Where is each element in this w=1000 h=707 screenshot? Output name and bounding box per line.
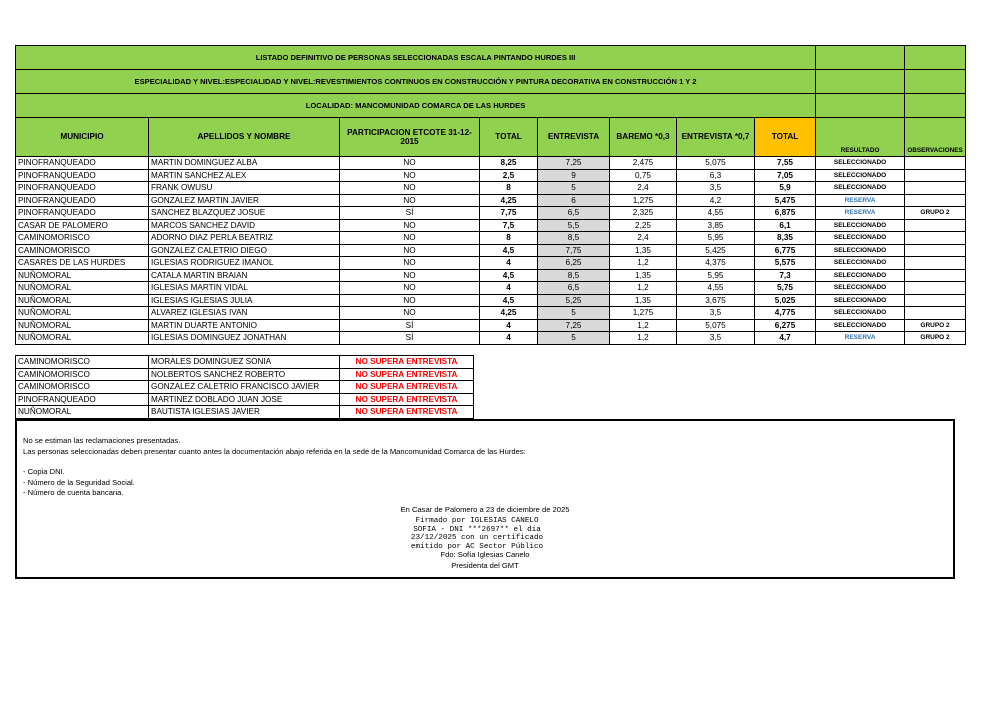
col-apellidos: APELLIDOS Y NOMBRE [149, 118, 340, 157]
cell-observaciones [905, 294, 966, 307]
table-row [16, 269, 966, 282]
cell-entrevista-07: 5,075 [677, 157, 755, 170]
cell-estado: NO SUPERA ENTREVISTA [340, 381, 474, 394]
cell-observaciones [905, 282, 966, 295]
cell-entrevista: 6,5 [538, 282, 610, 295]
locality-heading: LOCALIDAD: MANCOMUNIDAD COMARCA DE LAS HURDES [16, 94, 816, 118]
table-row [16, 232, 966, 245]
cell-municipio: PINOFRANQUEADO [16, 393, 149, 406]
digital-signature: Firmado por IGLESIAS CANELO SOFIA - DNI ***2697** el día 23/12/2025 con un certificado emitido por AC Sector Público [410, 517, 544, 551]
excluded-row [16, 406, 474, 419]
cell-entrevista: 5 [538, 332, 610, 345]
cell-baremo: 1,35 [610, 269, 677, 282]
cell-nombre: IGLESIAS DOMINGUEZ JONATHAN [149, 332, 340, 345]
table-row [16, 282, 966, 295]
excluded-row [16, 381, 474, 394]
cell-total-final: 7,05 [755, 169, 816, 182]
cell-nombre: SANCHEZ BLAZQUEZ JOSUE [149, 207, 340, 220]
cell-entrevista-07: 4,2 [677, 194, 755, 207]
cell-total: 8,25 [480, 157, 538, 170]
cell-resultado: RESERVA [816, 207, 905, 220]
cell-resultado: SELECCIONADO [816, 257, 905, 270]
cell-resultado: SELECCIONADO [816, 294, 905, 307]
cell-municipio: NUÑOMORAL [16, 319, 149, 332]
cell-entrevista-07: 5,95 [677, 269, 755, 282]
cell-estado: NO SUPERA ENTREVISTA [340, 406, 474, 419]
cell-nombre: IGLESIAS RODRIGUEZ IMANOL [149, 257, 340, 270]
table-row [16, 257, 966, 270]
cell-participacion: NO [340, 244, 480, 257]
cell-participacion: NO [340, 269, 480, 282]
cell-resultado: SELECCIONADO [816, 282, 905, 295]
cell-municipio: PINOFRANQUEADO [16, 194, 149, 207]
cell-observaciones [905, 182, 966, 195]
col-baremo: BAREMO *0,3 [610, 118, 677, 157]
cell-municipio: CASAR DE PALOMERO [16, 219, 149, 232]
cell-nombre: IGLESIAS IGLESIAS JULIA [149, 294, 340, 307]
cell-total: 4 [480, 282, 538, 295]
cell-observaciones: GRUPO 2 [905, 207, 966, 220]
cell-baremo: 2,475 [610, 157, 677, 170]
cell-observaciones [905, 157, 966, 170]
cell-total-final: 6,1 [755, 219, 816, 232]
cell-estado: NO SUPERA ENTREVISTA [340, 368, 474, 381]
cell-total-final: 7,3 [755, 269, 816, 282]
cell-participacion: SÍ [340, 332, 480, 345]
cell-resultado: RESERVA [816, 332, 905, 345]
cell-total: 4 [480, 319, 538, 332]
cell-observaciones [905, 232, 966, 245]
cell-entrevista-07: 4,375 [677, 257, 755, 270]
col-municipio: MUNICIPIO [16, 118, 149, 157]
cell-municipio: CAMINOMORISCO [16, 356, 149, 369]
excluded-row [16, 368, 474, 381]
cell-resultado: SELECCIONADO [816, 244, 905, 257]
cell-entrevista: 7,75 [538, 244, 610, 257]
cell-resultado: SELECCIONADO [816, 269, 905, 282]
cell-municipio: CAMINOMORISCO [16, 381, 149, 394]
cell-municipio: PINOFRANQUEADO [16, 182, 149, 195]
cell-observaciones [905, 194, 966, 207]
cell-resultado: SELECCIONADO [816, 219, 905, 232]
cell-entrevista-07: 5,075 [677, 319, 755, 332]
selection-table [15, 45, 966, 345]
cell-municipio: NUÑOMORAL [16, 332, 149, 345]
table-row [16, 157, 966, 170]
cell-municipio: PINOFRANQUEADO [16, 157, 149, 170]
cell-participacion: NO [340, 157, 480, 170]
doc-social-security: - Número de la Seguridad Social. [23, 477, 135, 487]
signer-name: Fdo: Sofía Iglesias Canelo [440, 550, 530, 559]
place-date: En Casar de Palomero a 23 de diciembre de 2025 [400, 505, 570, 514]
cell-nombre: CATALA MARTIN BRAIAN [149, 269, 340, 282]
cell-municipio: CASARES DE LAS HURDES [16, 257, 149, 270]
cell-observaciones [905, 307, 966, 320]
cell-nombre: GONZALEZ MARTIN JAVIER [149, 194, 340, 207]
cell-nombre: BAUTISTA IGLESIAS JAVIER [149, 406, 340, 419]
cell-total-final: 6,275 [755, 319, 816, 332]
cell-nombre: MARTIN DOMINGUEZ ALBA [149, 157, 340, 170]
cell-participacion: NO [340, 257, 480, 270]
note-claims: No se estiman las reclamaciones presentadas. [23, 436, 181, 445]
signer-role: Presidenta del GMT [451, 561, 519, 570]
table-row [16, 332, 966, 345]
cell-baremo: 1,275 [610, 307, 677, 320]
cell-municipio: NUÑOMORAL [16, 406, 149, 419]
cell-nombre: MARCOS SANCHEZ DAVID [149, 219, 340, 232]
cell-total-final: 5,75 [755, 282, 816, 295]
cell-entrevista-07: 3,5 [677, 307, 755, 320]
table-row [16, 294, 966, 307]
cell-baremo: 1,2 [610, 319, 677, 332]
cell-entrevista: 8,5 [538, 232, 610, 245]
cell-participacion: NO [340, 307, 480, 320]
cell-baremo: 1,35 [610, 294, 677, 307]
cell-entrevista-07: 4,55 [677, 207, 755, 220]
cell-total-final: 4,7 [755, 332, 816, 345]
cell-estado: NO SUPERA ENTREVISTA [340, 356, 474, 369]
col-entrevista-07: ENTREVISTA *0,7 [677, 118, 755, 157]
cell-observaciones: GRUPO 2 [905, 319, 966, 332]
cell-total-final: 5,9 [755, 182, 816, 195]
cell-total: 7,5 [480, 219, 538, 232]
table-row [16, 219, 966, 232]
cell-resultado: SELECCIONADO [816, 319, 905, 332]
list-title: LISTADO DEFINITIVO DE PERSONAS SELECCIONADAS ESCALA PINTANDO HURDES III [16, 46, 816, 70]
cell-observaciones [905, 257, 966, 270]
cell-observaciones [905, 219, 966, 232]
cell-nombre: MARTINEZ DOBLADO JUAN JOSE [149, 393, 340, 406]
cell-observaciones [905, 244, 966, 257]
doc-dni: - Copia DNI. [23, 467, 65, 476]
table-row [16, 207, 966, 220]
cell-total-final: 6,875 [755, 207, 816, 220]
cell-participacion: NO [340, 182, 480, 195]
table-row [16, 307, 966, 320]
notes-box [15, 419, 955, 579]
table-row [16, 182, 966, 195]
col-total-final: TOTAL [755, 118, 816, 157]
note-documentation: Las personas seleccionadas deben presentar cuanto antes la documentación abajo referida en la sede de la Mancomunidad Comarca de las Hurdes: [23, 446, 526, 456]
cell-total: 8 [480, 232, 538, 245]
cell-total-final: 4,775 [755, 307, 816, 320]
cell-total: 4 [480, 332, 538, 345]
cell-total: 4,25 [480, 194, 538, 207]
cell-municipio: NUÑOMORAL [16, 294, 149, 307]
cell-municipio: CAMINOMORISCO [16, 368, 149, 381]
table-row [16, 244, 966, 257]
cell-municipio: NUÑOMORAL [16, 282, 149, 295]
cell-municipio: PINOFRANQUEADO [16, 169, 149, 182]
cell-entrevista: 8,5 [538, 269, 610, 282]
col-total: TOTAL [480, 118, 538, 157]
cell-total: 4,5 [480, 294, 538, 307]
excluded-table [15, 355, 474, 419]
col-observaciones: OBSERVACIONES [905, 118, 966, 157]
cell-participacion: SÍ [340, 319, 480, 332]
cell-municipio: CAMINOMORISCO [16, 232, 149, 245]
cell-baremo: 0,75 [610, 169, 677, 182]
excluded-row [16, 393, 474, 406]
cell-resultado: SELECCIONADO [816, 169, 905, 182]
cell-participacion: NO [340, 219, 480, 232]
cell-participacion: NO [340, 232, 480, 245]
cell-entrevista: 5,5 [538, 219, 610, 232]
cell-entrevista: 5 [538, 307, 610, 320]
cell-entrevista: 7,25 [538, 157, 610, 170]
cell-entrevista: 6,5 [538, 207, 610, 220]
cell-nombre: GONZALEZ CALETRIO FRANCISCO JAVIER [149, 381, 340, 394]
cell-total: 7,75 [480, 207, 538, 220]
cell-nombre: MORALES DOMINGUEZ SONIA [149, 356, 340, 369]
cell-baremo: 2,25 [610, 219, 677, 232]
cell-baremo: 2,325 [610, 207, 677, 220]
cell-entrevista-07: 4,55 [677, 282, 755, 295]
cell-resultado: SELECCIONADO [816, 232, 905, 245]
doc-bank-account: - Número de cuenta bancaria. [23, 488, 124, 497]
cell-participacion: NO [340, 194, 480, 207]
cell-baremo: 1,2 [610, 282, 677, 295]
cell-nombre: FRANK OWUSU [149, 182, 340, 195]
cell-total: 8 [480, 182, 538, 195]
cell-resultado: SELECCIONADO [816, 182, 905, 195]
cell-total: 4,25 [480, 307, 538, 320]
cell-baremo: 1,2 [610, 332, 677, 345]
cell-municipio: PINOFRANQUEADO [16, 207, 149, 220]
cell-entrevista: 6,25 [538, 257, 610, 270]
cell-total-final: 8,35 [755, 232, 816, 245]
cell-entrevista-07: 3,5 [677, 332, 755, 345]
cell-total: 4,5 [480, 269, 538, 282]
cell-entrevista: 5 [538, 182, 610, 195]
cell-entrevista: 9 [538, 169, 610, 182]
cell-entrevista: 6 [538, 194, 610, 207]
cell-total: 4 [480, 257, 538, 270]
cell-entrevista-07: 3,675 [677, 294, 755, 307]
cell-nombre: MARTIN SANCHEZ ALEX [149, 169, 340, 182]
cell-nombre: MARTIN DUARTE ANTONIO [149, 319, 340, 332]
cell-nombre: NOLBERTOS SANCHEZ ROBERTO [149, 368, 340, 381]
cell-baremo: 1,35 [610, 244, 677, 257]
cell-resultado: SELECCIONADO [816, 157, 905, 170]
cell-participacion: NO [340, 294, 480, 307]
table-row [16, 319, 966, 332]
cell-nombre: IGLESIAS MARTIN VIDAL [149, 282, 340, 295]
cell-participacion: NO [340, 282, 480, 295]
cell-municipio: NUÑOMORAL [16, 307, 149, 320]
cell-municipio: CAMINOMORISCO [16, 244, 149, 257]
cell-total-final: 5,025 [755, 294, 816, 307]
table-row [16, 169, 966, 182]
cell-nombre: ALVAREZ IGLESIAS IVAN [149, 307, 340, 320]
cell-nombre: ADORNO DIAZ PERLA BEATRIZ [149, 232, 340, 245]
cell-total: 2,5 [480, 169, 538, 182]
specialty-heading: ESPECIALIDAD Y NIVEL:ESPECIALIDAD Y NIVEL:REVESTIMIENTOS CONTINUOS EN CONSTRUCCIÓN Y PINTURA DECORATIVA EN CONSTRUCCIÓN 1 Y 2 [16, 70, 816, 94]
col-participacion: PARTICIPACION ETCOTE 31-12-2015 [340, 118, 480, 157]
cell-total-final: 5,475 [755, 194, 816, 207]
cell-observaciones [905, 169, 966, 182]
cell-entrevista-07: 3,85 [677, 219, 755, 232]
cell-baremo: 2,4 [610, 182, 677, 195]
cell-entrevista-07: 6,3 [677, 169, 755, 182]
cell-participacion: SÍ [340, 207, 480, 220]
col-entrevista: ENTREVISTA [538, 118, 610, 157]
cell-observaciones: GRUPO 2 [905, 332, 966, 345]
cell-baremo: 1,2 [610, 257, 677, 270]
cell-entrevista: 7,25 [538, 319, 610, 332]
cell-total: 4,5 [480, 244, 538, 257]
cell-nombre: GONZALEZ CALETRIO DIEGO [149, 244, 340, 257]
cell-municipio: NUÑOMORAL [16, 269, 149, 282]
cell-estado: NO SUPERA ENTREVISTA [340, 393, 474, 406]
col-resultado: RESULTADO [816, 118, 905, 157]
cell-entrevista: 5,25 [538, 294, 610, 307]
cell-total-final: 7,55 [755, 157, 816, 170]
cell-resultado: RESERVA [816, 194, 905, 207]
cell-total-final: 5,575 [755, 257, 816, 270]
table-row [16, 194, 966, 207]
cell-total-final: 6,775 [755, 244, 816, 257]
cell-observaciones [905, 269, 966, 282]
cell-entrevista-07: 5,425 [677, 244, 755, 257]
excluded-row [16, 356, 474, 369]
cell-resultado: SELECCIONADO [816, 307, 905, 320]
cell-entrevista-07: 5,95 [677, 232, 755, 245]
cell-baremo: 1,275 [610, 194, 677, 207]
cell-entrevista-07: 3,5 [677, 182, 755, 195]
cell-participacion: NO [340, 169, 480, 182]
cell-baremo: 2,4 [610, 232, 677, 245]
